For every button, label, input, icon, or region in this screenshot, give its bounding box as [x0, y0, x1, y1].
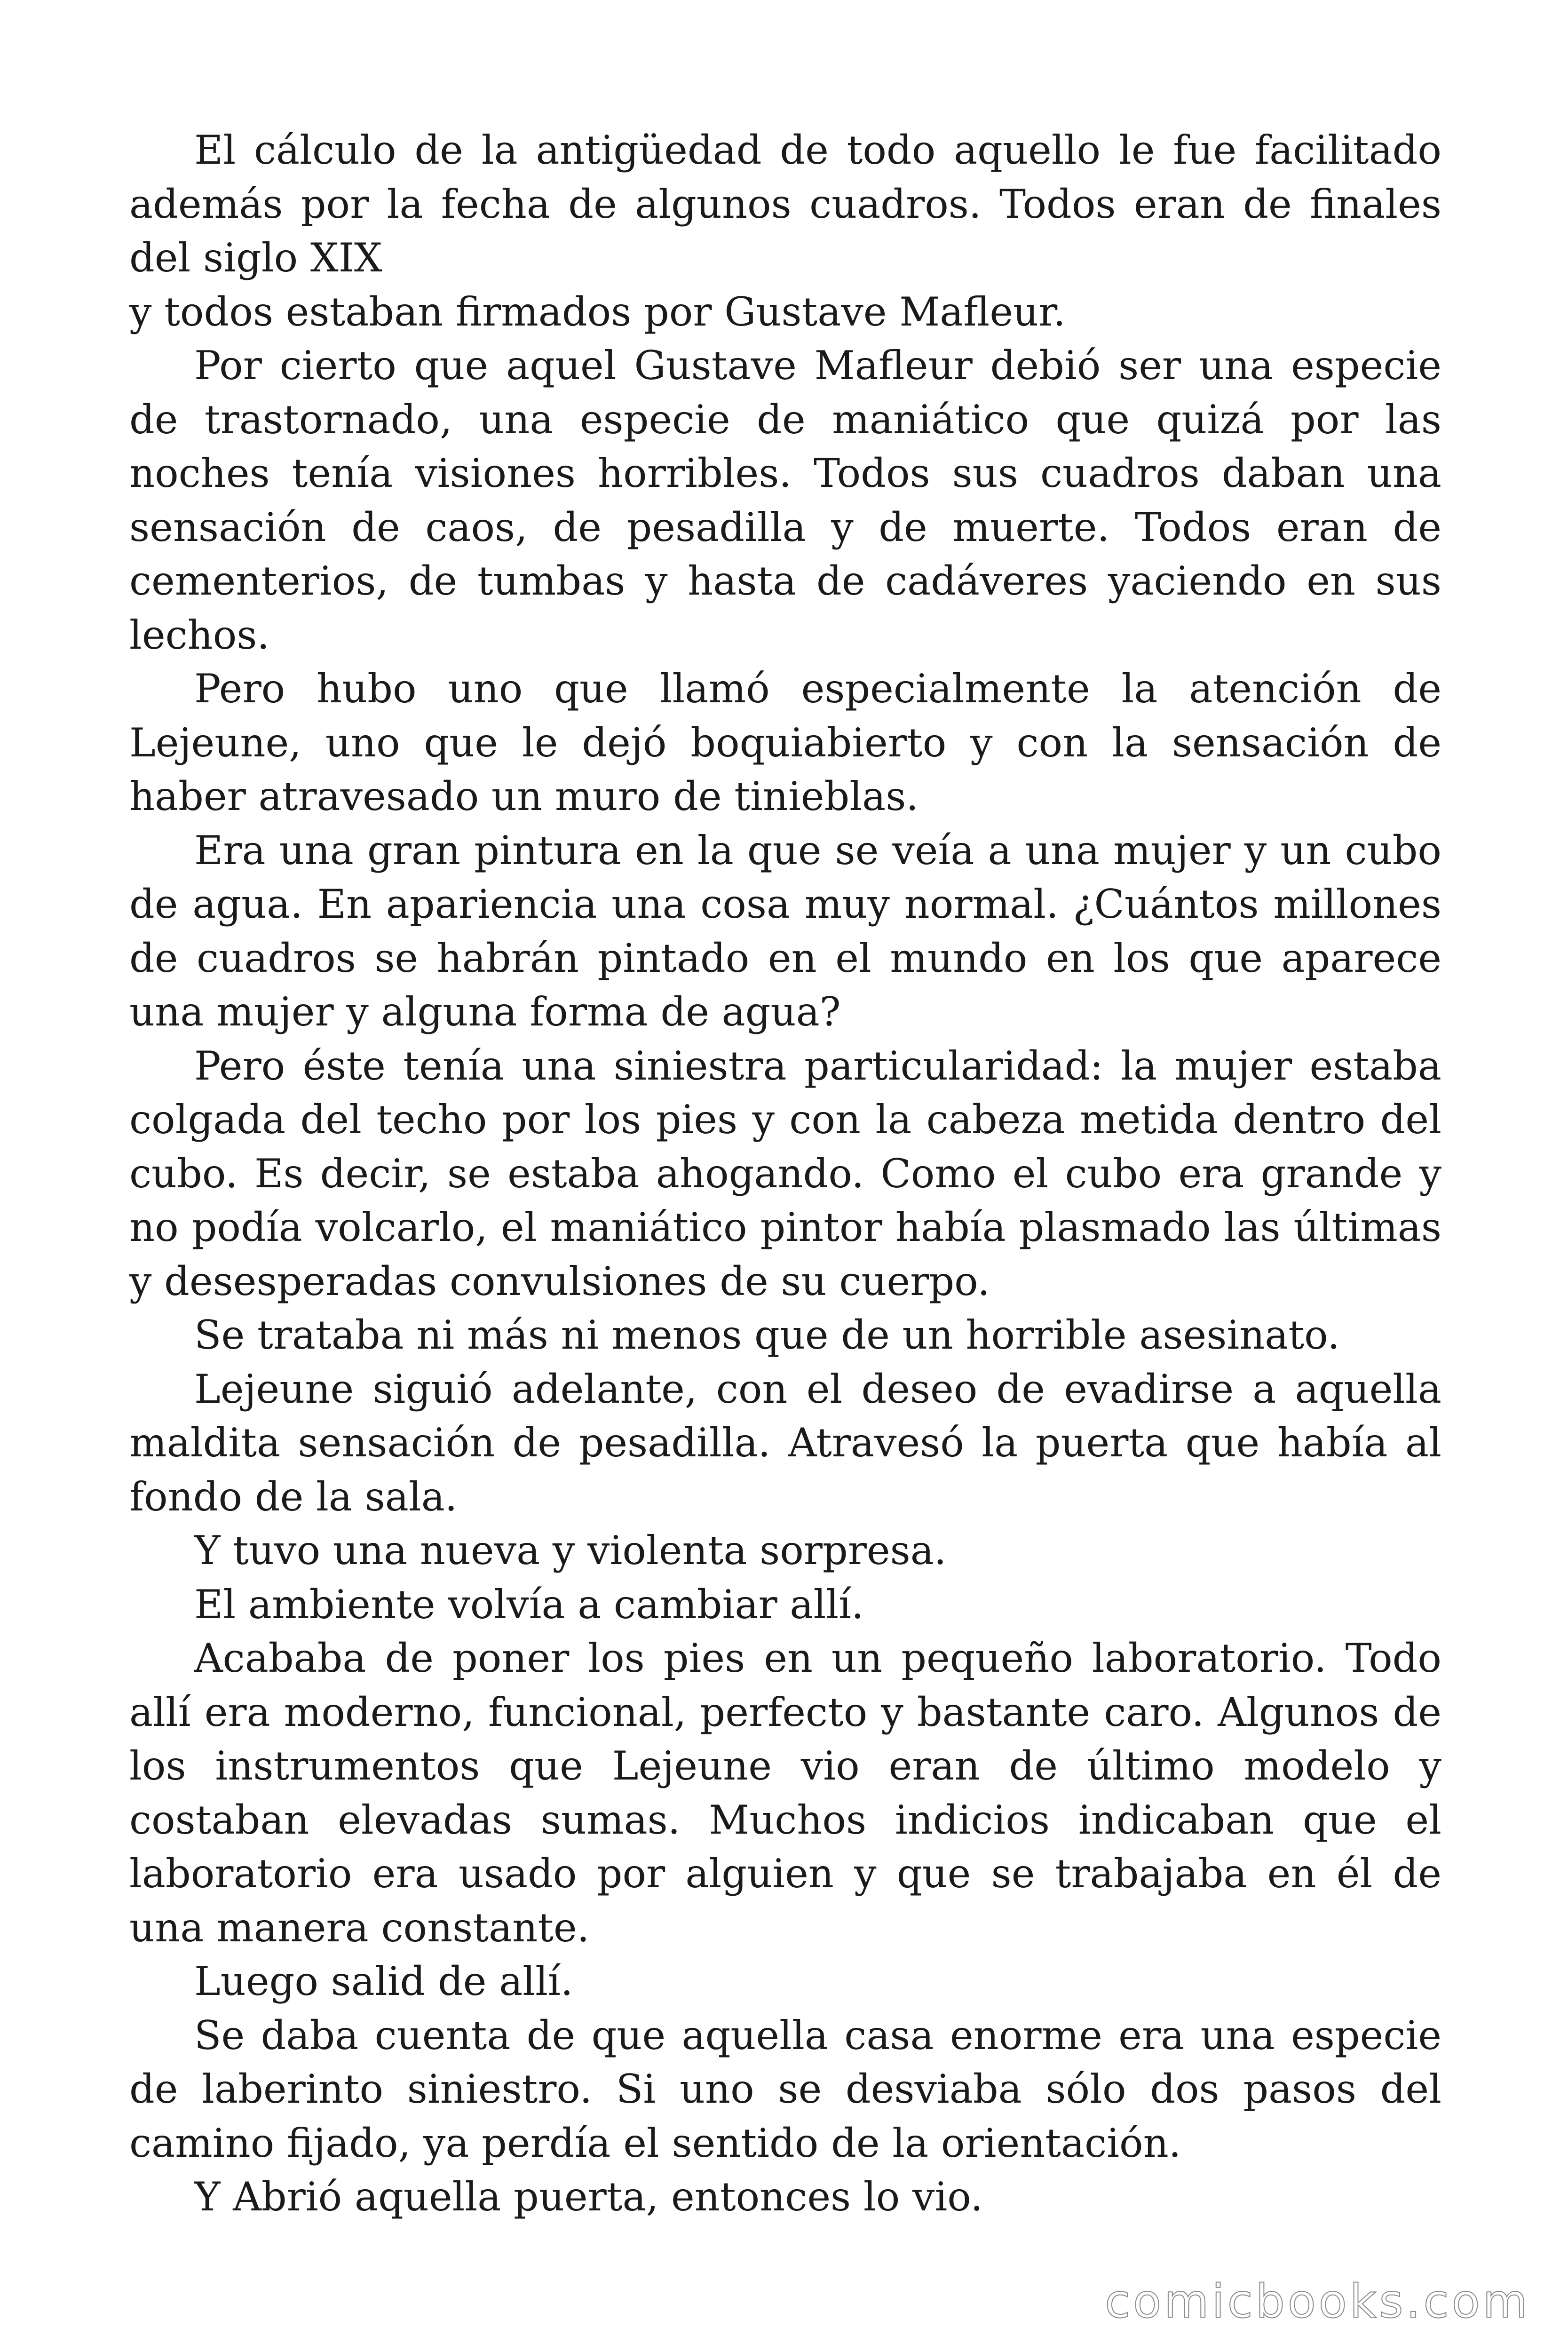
paragraph	[129, 285, 1441, 339]
paragraph	[129, 1039, 1441, 1309]
text-line: Lejeune siguió adelante, con el deseo de evadirse a aquella maldita sensación de pesadilla. Atravesó la puerta que había al fondo de la sala.	[129, 1366, 1441, 1520]
text-line: Y tuvo una nueva y violenta sorpresa.	[194, 1527, 947, 1573]
paragraph	[129, 123, 1441, 285]
text-line: Pero hubo uno que llamó especialmente la atención de Lejeune, uno que le dejó boquiabierto y con la sensación de haber atravesado un muro de tinieblas.	[129, 666, 1441, 819]
text-line: Era una gran pintura en la que se veía a una mujer y un cubo de agua. En apariencia una cosa muy normal. ¿Cuántos millones de cuadros se habrán pintado en el mundo en los que aparece una mujer y alguna forma de agua?	[129, 827, 1441, 1035]
body-text	[129, 123, 1441, 2224]
paragraph	[129, 339, 1441, 662]
paragraph	[129, 2009, 1441, 2170]
paragraph	[129, 662, 1441, 824]
text-line: Luego salid de allí.	[194, 1958, 573, 2004]
paragraph	[129, 1524, 1441, 1578]
paragraph	[129, 1631, 1441, 1955]
paragraph	[129, 1955, 1441, 2009]
paragraph	[129, 2170, 1441, 2224]
paragraph	[129, 1362, 1441, 1524]
text-line: Acababa de poner los pies en un pequeño laboratorio. Todo allí era moderno, funcional, perfecto y bastante caro. Algunos de los instrumentos que Lejeune vio eran de último modelo y costaban elevadas sumas. Muchos indicios indicaban que el laboratorio era usado por alguien y que se trabajaba en él de una manera constante.	[129, 1635, 1441, 1951]
text-line: Pero éste tenía una siniestra particularidad: la mujer estaba colgada del techo por los pies y con la cabeza metida dentro del cubo. Es decir, se estaba ahogando. Como el cubo era grande y no podía volcarlo, el maniático pintor había plasmado las últimas y desesperadas convulsiones de su cuerpo.	[129, 1042, 1441, 1304]
text-line: Y Abrió aquella puerta, entonces lo vio.	[194, 2174, 983, 2220]
text-line: y todos estaban firmados por Gustave Mafleur.	[129, 288, 1066, 335]
text-line: El ambiente volvía a cambiar allí.	[194, 1581, 864, 1628]
text-line: El cálculo de la antigüedad de todo aquello le fue facilitado además por la fecha de algunos cuadros. Todos eran de finales del siglo XIX	[129, 127, 1441, 281]
watermark-logo: comicbooks.com	[1105, 2275, 1530, 2328]
text-line: Se daba cuenta de que aquella casa enorme era una especie de laberinto siniestro. Si uno se desviaba sólo dos pasos del camino fijado, ya perdía el sentido de la orientación.	[129, 2012, 1441, 2166]
text-line: Se trataba ni más ni menos que de un horrible asesinato.	[194, 1312, 1340, 1358]
text-line: Por cierto que aquel Gustave Mafleur debió ser una especie de trastornado, una especie de maniático que quizá por las noches tenía visiones horribles. Todos sus cuadros daban una sensación de caos, de pesadilla y de muerte. Todos eran de cementerios, de tumbas y hasta de cadáveres yaciendo en sus lechos.	[129, 342, 1441, 658]
paragraph	[129, 824, 1441, 1039]
paragraph	[129, 1308, 1441, 1362]
paragraph	[129, 1578, 1441, 1632]
